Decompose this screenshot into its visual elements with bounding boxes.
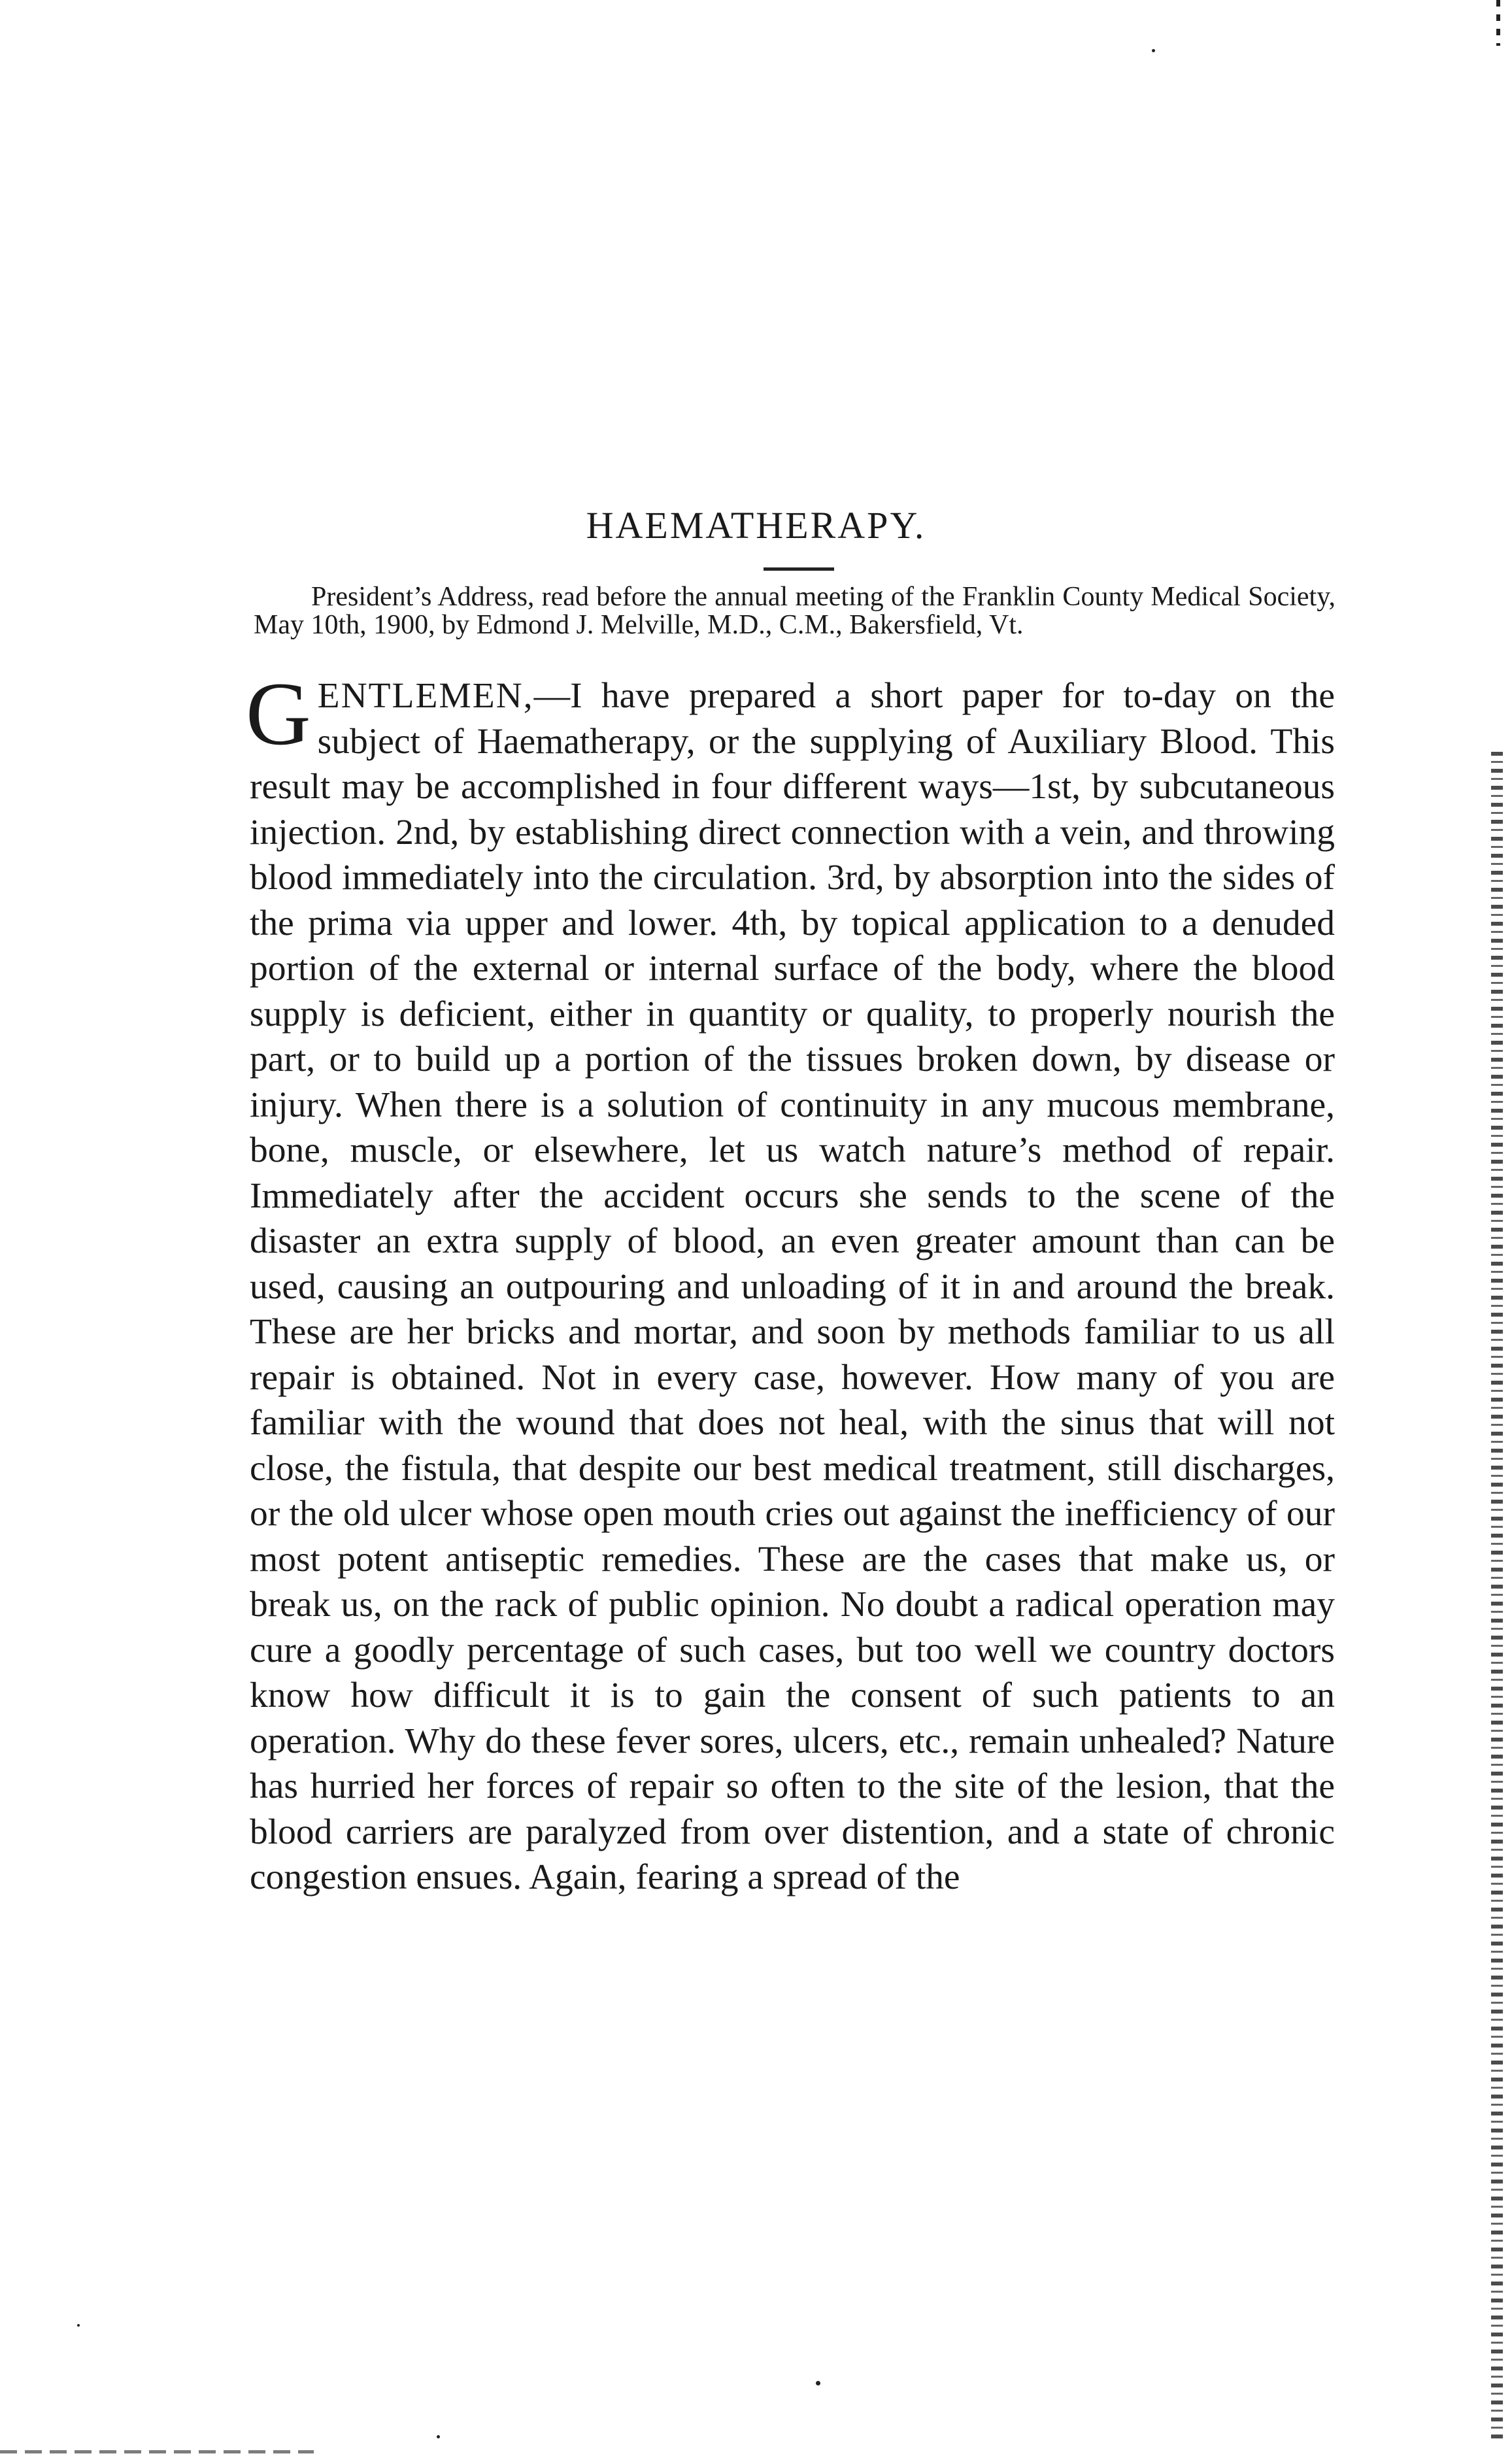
title-rule (764, 567, 834, 571)
scan-speck (816, 2381, 820, 2385)
scan-speck (77, 2324, 80, 2327)
body-text: —I have prepared a short paper for to-day on the subject of Haematherapy, or the supplying of Auxiliary Blood. This result may be accomplished in four different ways—1st, by subcutaneous injection. 2nd, by establishing direct connection with a vein, and throwing blood immediately into the circulation. 3rd, by absorption into the sides of the prima via upper and lower. 4th, by topical application to a denuded portion of the external or internal surface of the body, where the blood supply is deficient, either in quantity or quality, to properly nourish the part, or to build up a portion of the tissues broken down, by disease or injury. When there is a solution of continuity in any mucous membrane, bone, muscle, or elsewhere, let us watch nature’s method of repair. Immediately after the accident occurs she sends to the scene of the disaster an extra supply of blood, an even greater amount than can be used, causing an outpouring and unloading of it in and around the break. These are her bricks and mortar, and soon by methods familiar to us all repair is obtained. Not in every case, however. How many of you are familiar with the wound that does not heal, with the sinus that will not close, the fistula, that despite our best medical treatment, still discharges, or the old ulcer whose open mouth cries out against the inefficiency of our most potent antiseptic remedies. These are the cases that make us, or break us, on the rack of public opinion. No doubt a radical operation may cure a goodly percentage of such cases, but too well we country doctors know how difficult it is to gain the consent of such patients to an operation. Why do these fever sores, ulcers, etc., remain unhealed? Nature has hurried her forces of repair so often to the site of the lesion, that the blood carriers are paralyzed from over distention, and a state of chronic congestion ensues. Again, fearing a spread of the (250, 676, 1335, 1897)
article-title: HAEMATHERAPY. (586, 504, 926, 547)
scan-edge-artifact (1491, 752, 1503, 2438)
scan-edge-artifact-top (1496, 0, 1500, 46)
first-word: ENTLEMEN, (317, 676, 534, 716)
drop-cap: G (246, 664, 311, 764)
scan-speck (437, 2435, 440, 2438)
header-note: President’s Address, read before the annual meeting of the Franklin County Medical Society, May 10th, 1900, by Edmond J. Melville, M.D., C.M., Bakersfield, Vt. (254, 582, 1336, 640)
body-paragraph (246, 664, 1335, 1900)
scan-footer-artifact (0, 2450, 314, 2453)
scan-speck (1152, 49, 1155, 52)
